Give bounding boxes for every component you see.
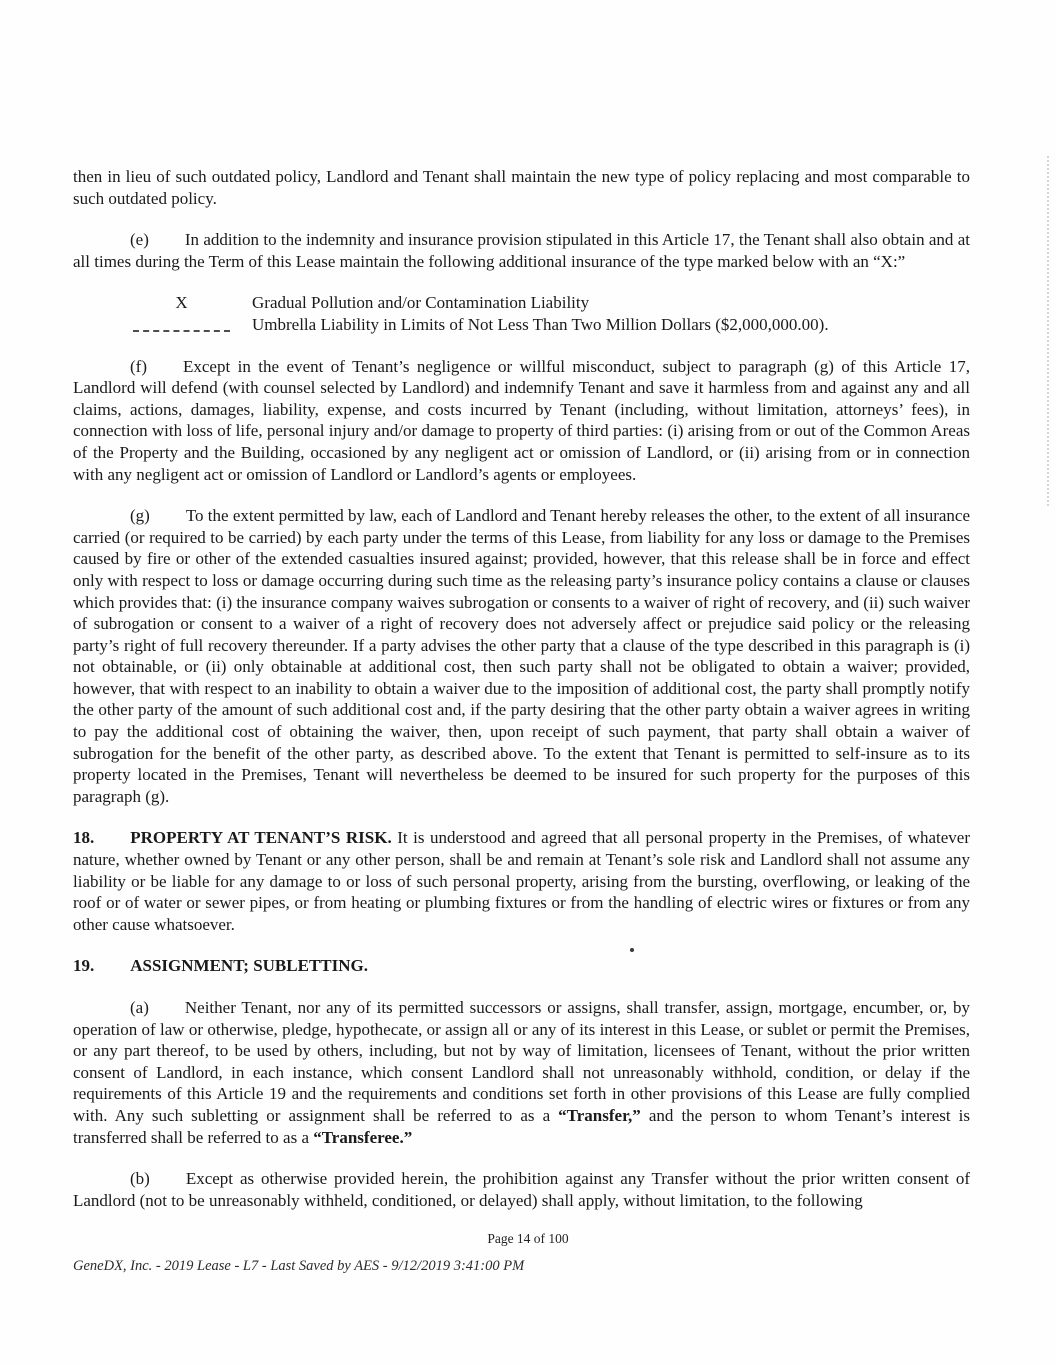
- page-number: Page 14 of 100: [487, 1231, 569, 1246]
- page-body: [73, 166, 970, 1231]
- paragraph-e: (e) In addition to the indemnity and insurance provision stipulated in this Article 17, the Tenant shall also obtain and at all times during the Term of this Lease maintain the following additional insurance of the type marked below with an “X:”: [73, 230, 970, 271]
- paragraph-policy-continuation: then in lieu of such outdated policy, Landlord and Tenant shall maintain the new type of policy replacing and most comparable to such outdated policy.: [73, 167, 970, 208]
- checklist-item-label: Umbrella Liability in Limits of Not Less Than Two Million Dollars ($2,000,000.00).: [252, 314, 829, 334]
- checkbox-x-mark: X: [175, 293, 188, 313]
- section-18-property-at-tenants-risk: 18. PROPERTY AT TENANT’S RISK. It is understood and agreed that all personal property in the Premises, of whatever nature, whether owned by Tenant or any other person, shall be and remain at Tenant’s sole risk and Landlord shall not assume any liability or be liable for any damage to or loss of such personal property, arising from the bursting, overflowing, or leaking of the roof or of water or sewer pipes, or from heating or plumbing fixtures or from the handling of electric wires or fixtures or from any other cause whatsoever.: [73, 828, 970, 934]
- paragraph-a: (a) Neither Tenant, nor any of its permitted successors or assigns, shall transfer, assign, mortgage, encumber, or, by operation of law or otherwise, pledge, hypothecate, or assign all or any of its interest in this Lease, or sublet or permit the Premises, or any part thereof, to be used by others, including, but not by way of limitation, licensees of Tenant, without the prior written consent of Landlord, in each instance, which consent Landlord shall not unreasonably withhold, condition, or delay if the requirements of this Article 19 and the requirements and conditions set forth in other provisions of this Lease are fully complied with. Any such subletting or assignment shall be referred to as a “Transfer,” and the person to whom Tenant’s interest is transferred shall be referred to as a “Transferee.”: [73, 998, 971, 1147]
- section-19-assignment-subletting-heading: 19. ASSIGNMENT; SUBLETTING.: [73, 956, 368, 976]
- insurance-checklist: [73, 292, 970, 335]
- checkbox-column: [73, 292, 252, 314]
- checkbox-column: [73, 314, 252, 336]
- scan-edge-artifact: [1047, 156, 1049, 506]
- paragraph-f: (f) Except in the event of Tenant’s negligence or willful misconduct, subject to paragraph (g) of this Article 17, Landlord will defend (with counsel selected by Landlord) and indemnify Tenant and save it harmless from and against any and all claims, actions, damages, liability, expense, and costs incurred by Tenant (including, without limitation, attorneys’ fees), in connection with loss of life, personal injury and/or damage to property of third parties: (i) arising from or out of the Common Areas of the Property and the Building, occasioned by any negligent act or omission of Landlord, or (ii) arising from or in connection with any negligent act or omission of Landlord or Landlord’s agents or employees.: [73, 356, 970, 484]
- stray-mark-artifact: [630, 948, 634, 952]
- paragraph-b: (b) Except as otherwise provided herein, the prohibition against any Transfer without the prior written consent of Landlord (not to be unreasonably withheld, conditioned, or delayed) shall apply, without limitation, to the following: [73, 1169, 970, 1210]
- paragraph-g: (g) To the extent permitted by law, each of Landlord and Tenant hereby releases the other, to the extent of all insurance carried (or required to be carried) by each party under the terms of this Lease, from liability for any loss or damage to the Premises caused by fire or other of the extended casualties insured against; provided, however, that this release shall be in force and effect only with respect to loss or damage occurring during such time as the releasing party’s insurance policy contains a clause or clauses which provides that: (i) the insurance company waives subrogation or consents to a waiver of right of recovery, and (ii) such waiver of subrogation or consent to a waiver of a right of recovery does not adversely affect or prejudice said policy or the releasing party’s right of full recovery thereunder. If a party advises the other party that a clause of the type described in this paragraph is (i) not obtainable, or (ii) only obtainable at additional cost, then such party shall not be obligated to obtain a waiver; provided, however, that with respect to an inability to obtain a waiver due to the imposition of additional cost, the party shall promptly notify the other party of the amount of such additional cost and, if the party desiring that the other party obtain a waiver agrees in writing to pay the additional cost of obtaining the waiver, then, upon receipt of such payment, that party shall obtain a waiver of subrogation for the benefit of the other party, as described above. To the extent that Tenant is permitted to self-insure as to its property located in the Premises, Tenant will nevertheless be deemed to be insured for such property for the purposes of this paragraph (g).: [73, 506, 970, 806]
- checklist-row-umbrella: [73, 314, 970, 336]
- blank-underline: [133, 314, 230, 332]
- checklist-row-pollution: [73, 292, 970, 314]
- document-footer: GeneDX, Inc. - 2019 Lease - L7 - Last Saved by AES - 9/12/2019 3:41:00 PM: [73, 1258, 525, 1274]
- checklist-item-label: Gradual Pollution and/or Contamination Liability: [252, 293, 590, 313]
